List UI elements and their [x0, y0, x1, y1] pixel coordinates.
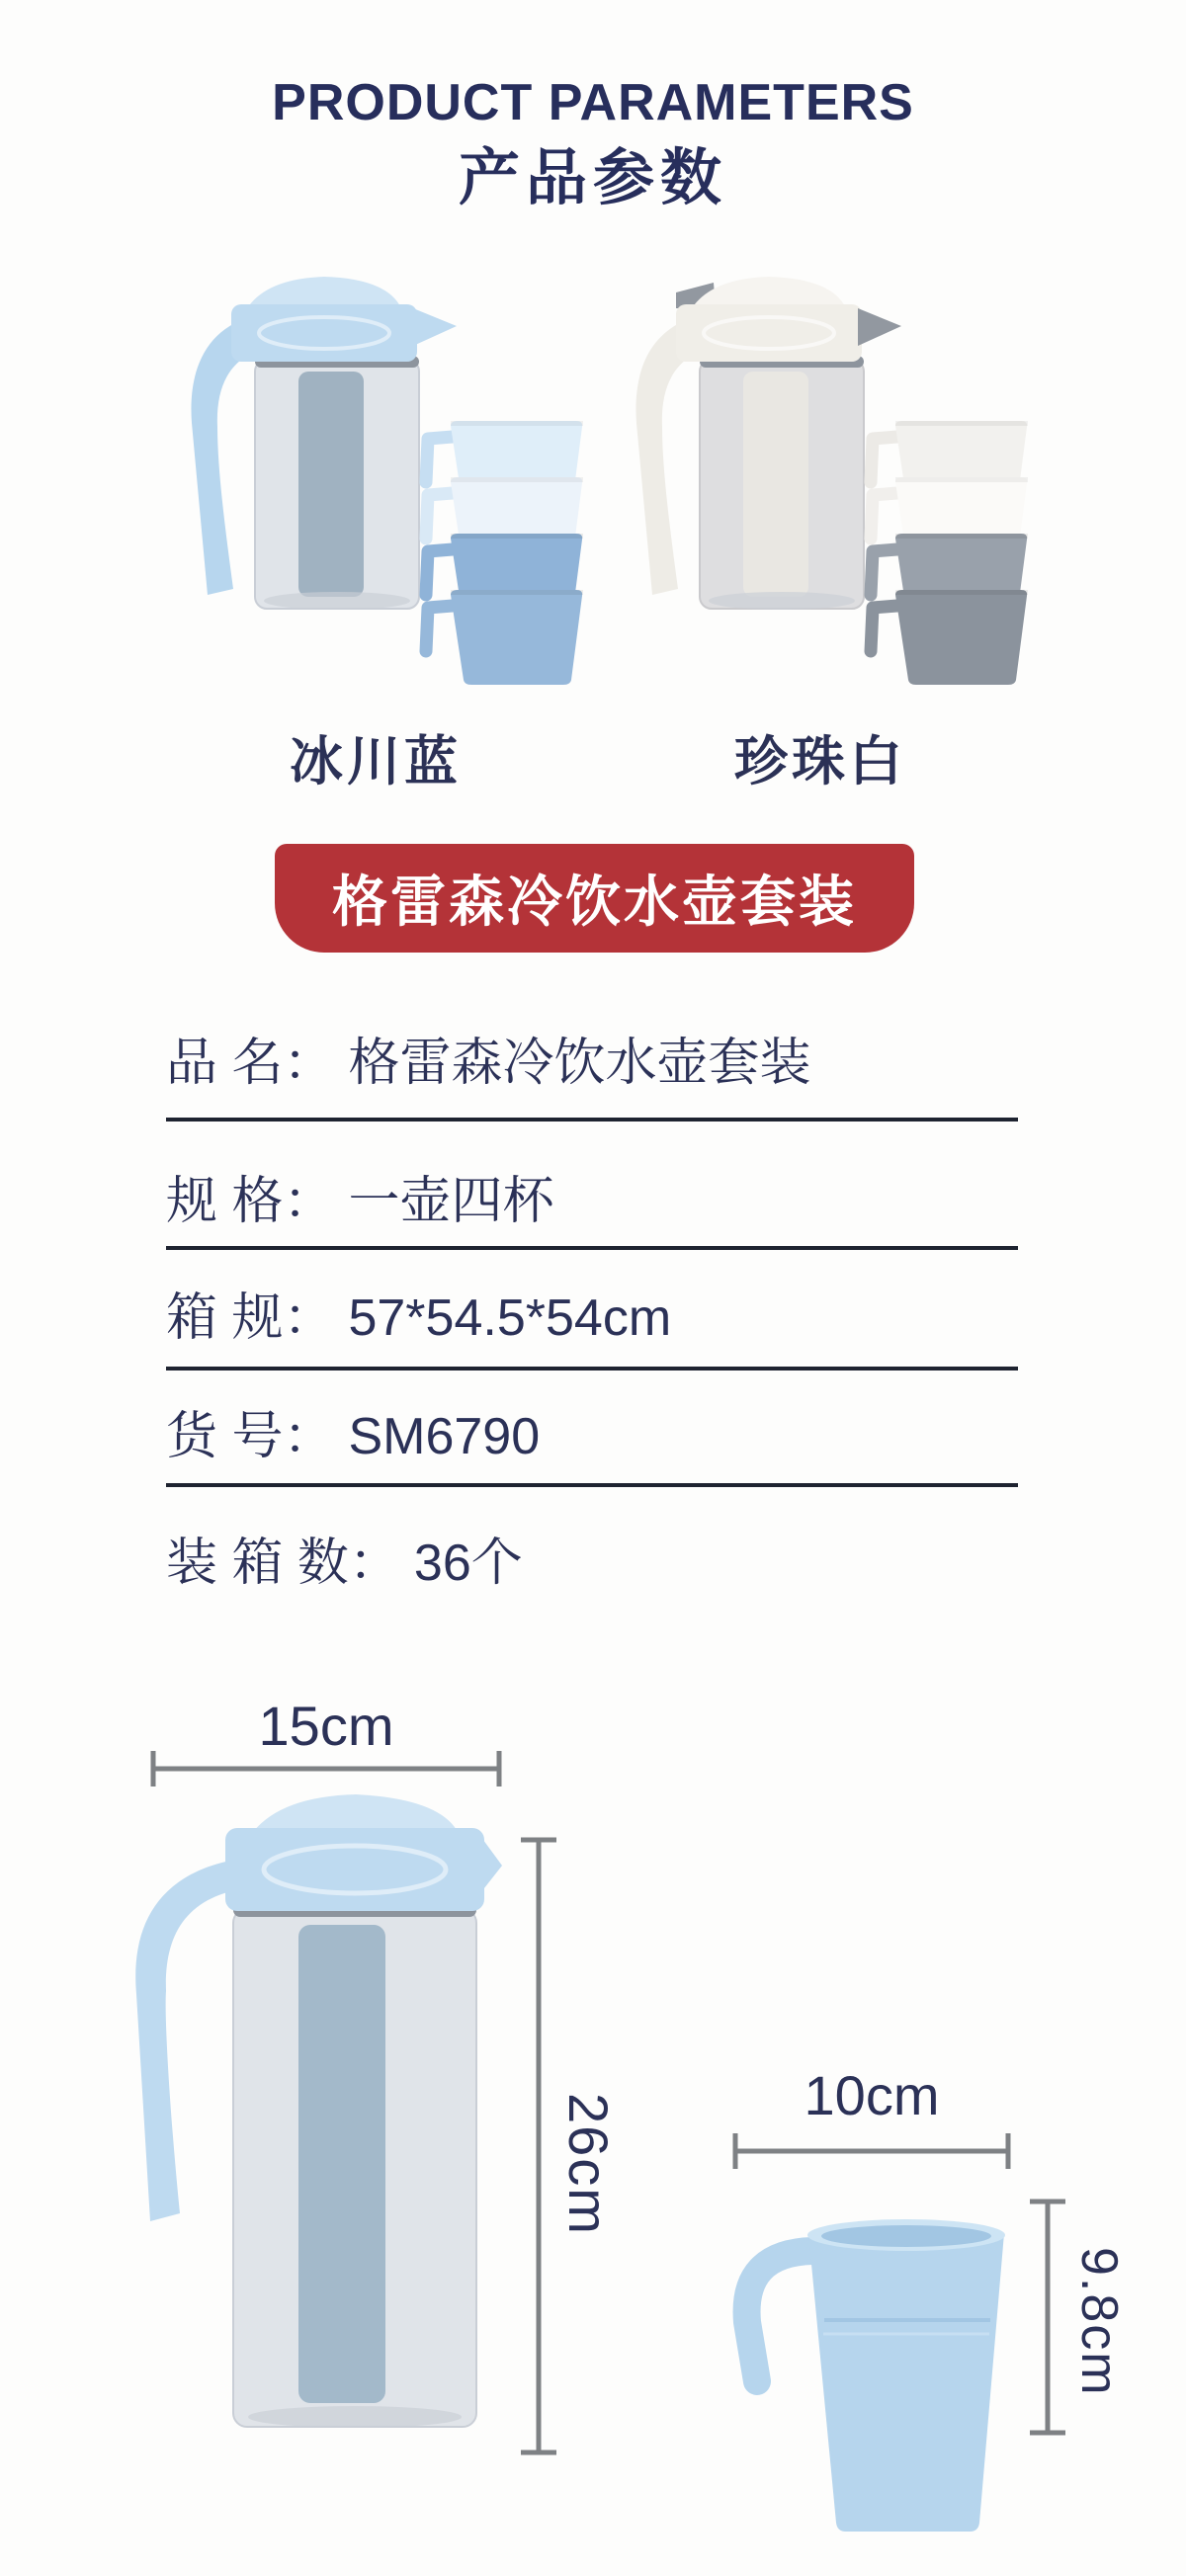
stacked-cup-4 — [426, 590, 583, 685]
spec-value: SM6790 — [348, 1408, 541, 1465]
spec-value: 一壶四杯 — [348, 1173, 554, 1230]
cup-body — [808, 2233, 1004, 2532]
pitcher-inner-tube — [298, 372, 364, 597]
divider-line — [166, 1246, 1018, 1250]
spec-label: 品 名： — [166, 1035, 335, 1092]
cup-height-label: 9.8cm — [1070, 2247, 1128, 2397]
spec-label: 箱 规： — [166, 1289, 335, 1347]
page-subtitle: 产品参数 — [458, 144, 727, 212]
pitcher-spout — [480, 1836, 502, 1893]
product-photo-pearl-white — [593, 233, 1048, 692]
pitcher-lid-dome — [247, 277, 401, 308]
spec-row-carton-quantity — [166, 1533, 1018, 1594]
spec-row-carton-size — [166, 1288, 1018, 1349]
page-title: PRODUCT PARAMETERS — [272, 74, 914, 131]
spec-value: 格雷森冷饮水壶套装 — [348, 1035, 811, 1092]
pitcher-set-white-illustration — [593, 233, 1048, 692]
pitcher-lid-dome — [253, 1794, 457, 1832]
pitcher-inner-tube — [298, 1925, 385, 2403]
divider-line — [166, 1118, 1018, 1122]
divider-line — [166, 1483, 1018, 1487]
color-label-pearl-white: 珍珠白 — [734, 732, 906, 791]
pitcher-height-label: 26cm — [557, 2092, 620, 2236]
spec-row-name — [166, 1033, 1018, 1094]
cup-width-label: 10cm — [804, 2064, 940, 2126]
pitcher-base-shade — [264, 592, 410, 610]
product-name-banner — [275, 844, 914, 953]
width-measure-line — [735, 2133, 1008, 2169]
spec-value: 57*54.5*54cm — [348, 1289, 672, 1347]
pitcher-set-blue-illustration — [148, 233, 603, 692]
pitcher-inner-tube — [743, 372, 808, 597]
pitcher-lid-dome — [692, 277, 846, 308]
spec-value: 36个 — [413, 1535, 523, 1592]
divider-line — [166, 1367, 1018, 1371]
spec-label: 货 号： — [166, 1408, 335, 1465]
pitcher-base-shade — [709, 592, 855, 610]
spec-label: 装 箱 数： — [166, 1535, 400, 1592]
stacked-cup-4 — [871, 590, 1028, 685]
banner-title: 格雷森冷饮水壶套装 — [332, 871, 857, 933]
pitcher-base-shade — [248, 2406, 462, 2428]
color-label-glacier-blue: 冰川蓝 — [290, 732, 462, 791]
spec-row-item-number — [166, 1406, 1018, 1467]
pitcher-spout — [413, 308, 457, 346]
pitcher-width-label: 15cm — [258, 1695, 394, 1757]
cup-handle — [747, 2251, 812, 2381]
spec-label: 规 格： — [166, 1173, 335, 1230]
pitcher-spout — [858, 308, 901, 346]
product-photo-glacier-blue — [148, 233, 603, 692]
spec-row-spec — [166, 1171, 1018, 1232]
cup-rim-inner — [821, 2225, 991, 2247]
